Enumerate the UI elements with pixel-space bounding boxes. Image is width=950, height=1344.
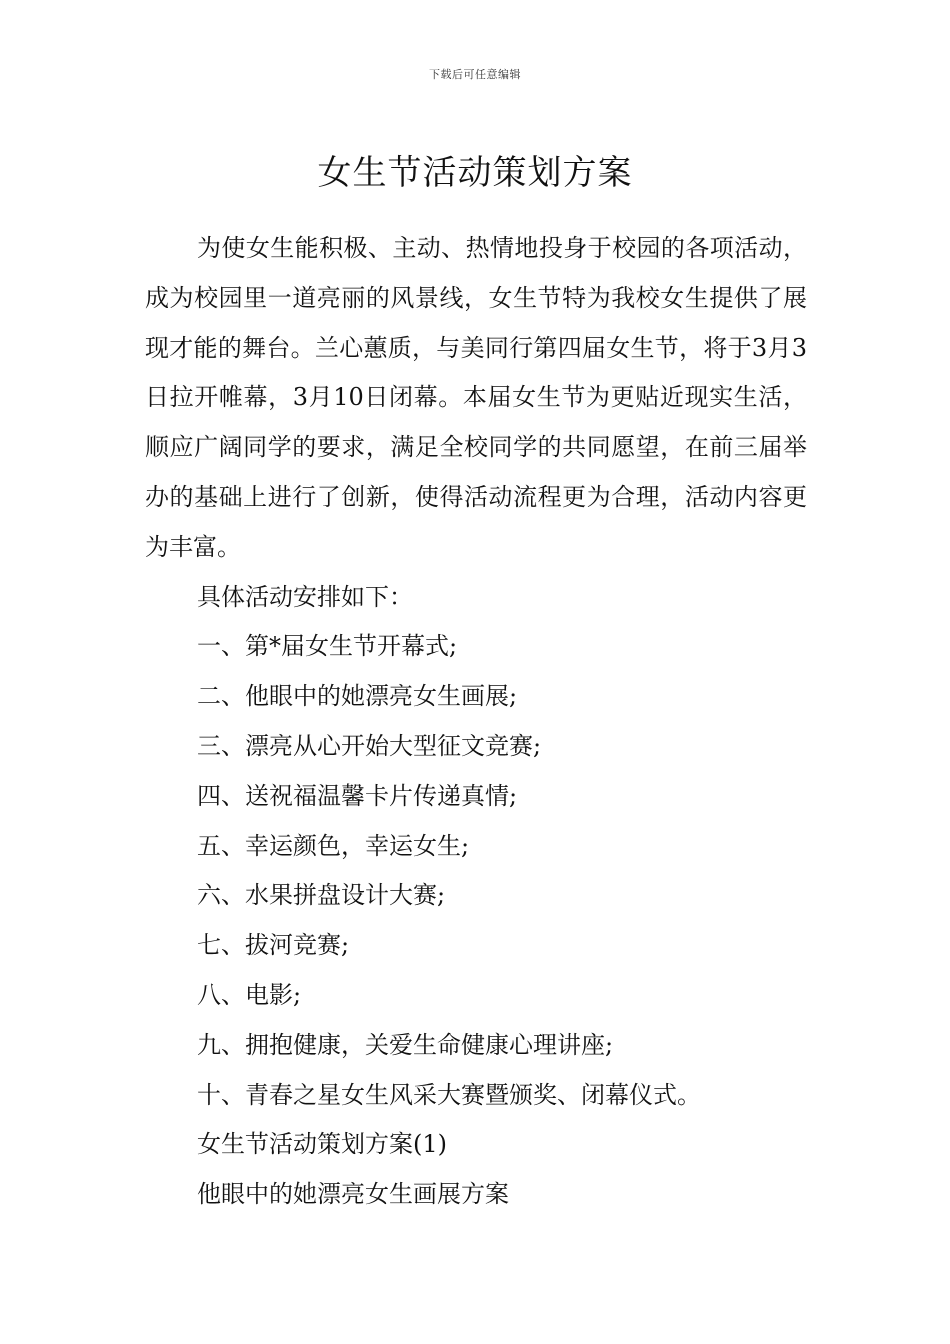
schedule-heading: 具体活动安排如下： <box>197 582 413 611</box>
schedule-item-1: 一、第*届女生节开幕式; <box>197 632 458 661</box>
document-title: 女生节活动策划方案 <box>317 152 633 193</box>
page-header-note: 下载后可任意编辑 <box>429 68 521 81</box>
schedule-item-7: 七、拔河竞赛; <box>197 931 350 960</box>
intro-paragraph: 为使女生能积极、主动、热情地投身于校园的各项活动，成为校园里一道亮丽的风景线，女生节特为我校女生提供了展现才能的舞台。兰心蕙质，与美同行第四届女生节，将于3月3日拉开帷幕，3月10日闭幕。本届女生节为更贴近现实生活，顺应广阔同学的要求，满足全校同学的共同愿望，在前三届举办的基础上进行了创新，使得活动流程更为合理，活动内容更为丰富。 <box>145 234 807 561</box>
document-body <box>145 224 807 1220</box>
schedule-item-6: 六、水果拼盘设计大赛; <box>197 881 446 910</box>
schedule-item-3: 三、漂亮从心开始大型征文竞赛; <box>197 731 542 760</box>
schedule-item-10: 十、青春之星女生风采大赛暨颁奖、闭幕仪式。 <box>197 1080 701 1109</box>
section-title: 女生节活动策划方案(1) <box>197 1130 447 1159</box>
subsection-title: 他眼中的她漂亮女生画展方案 <box>197 1180 509 1209</box>
schedule-item-5: 五、幸运颜色，幸运女生; <box>197 831 470 860</box>
schedule-item-2: 二、他眼中的她漂亮女生画展; <box>197 682 518 711</box>
schedule-item-8: 八、电影; <box>197 980 302 1009</box>
schedule-item-4: 四、送祝福温馨卡片传递真情; <box>197 781 518 810</box>
schedule-item-9: 九、拥抱健康，关爱生命健康心理讲座; <box>197 1030 614 1059</box>
